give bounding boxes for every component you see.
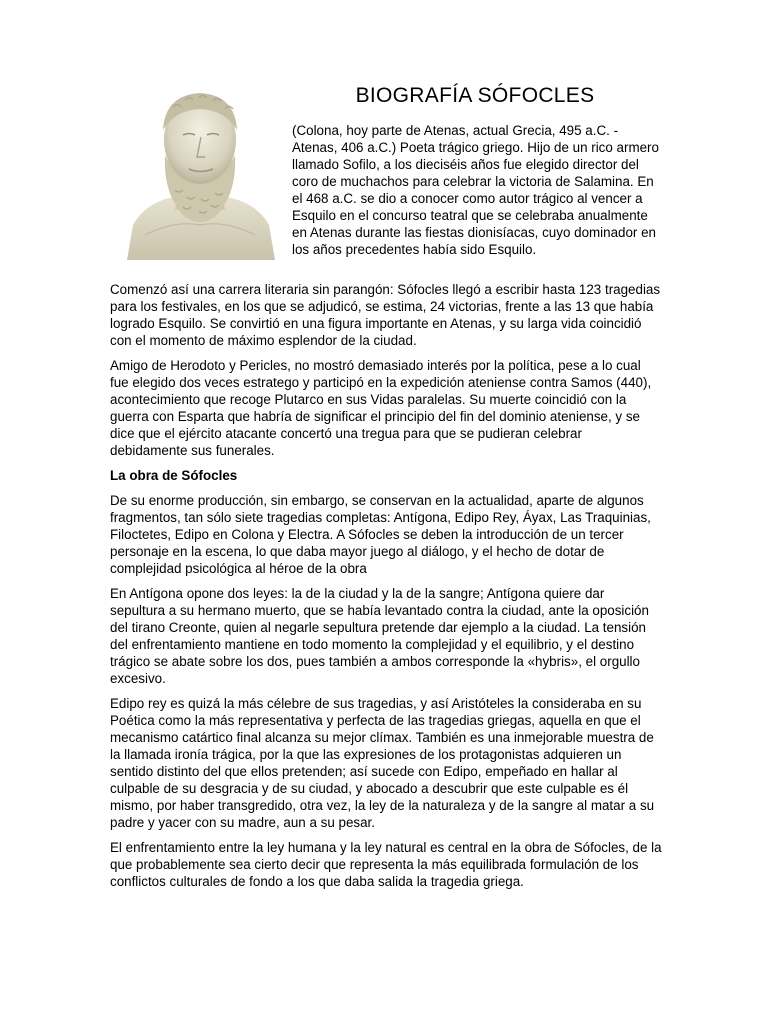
document-title: BIOGRAFÍA SÓFOCLES: [355, 84, 595, 107]
paragraph-career: Comenzó así una carrera literaria sin parangón: Sófocles llegó a escribir hasta 123 tragedias para los festivales, en los que se adjudicó, se estima, 24 victorias, frente a las 13 que había logrado Esquilo. Se convirtió en una figura importante en Atenas, y su larga vida coincidió con el momento de máximo esplendor de la ciudad.: [110, 282, 661, 348]
document-body: [110, 281, 662, 898]
sophocles-bust-image: [125, 85, 275, 260]
paragraph-production: De su enorme producción, sin embargo, se conservan en la actualidad, aparte de algunos fragmentos, tan sólo siete tragedias completas: Antígona, Edipo Rey, Áyax, Las Traquinias, Filoctetes, Edipo en Colona y Electra. A Sófocles se deben la introducción de un tercer personaje en la escena, lo que daba mayor juego al diálogo, y el hecho de dotar de complejidad psicológica al héroe de la obra: [110, 493, 651, 576]
paragraph-politics: Amigo de Herodoto y Pericles, no mostró demasiado interés por la política, pese a lo cual fue elegido dos veces estratego y participó en la expedición ateniense contra Samos (440), acontecimiento que recoge Plutarco en sus Vidas paralelas. Su muerte coincidió con la guerra con Esparta que habría de significar el principio del fin del dominio ateniense, y se dice que el ejército atacante concertó una tregua para que se pudieran celebrar debidamente sus funerales.: [110, 358, 652, 458]
marble-bust-icon: [125, 85, 275, 260]
paragraph-conclusion: El enfrentamiento entre la ley humana y la ley natural es central en la obra de Sófocles, de la que probablemente sea cierto decir que representa la más equilibrada formulación de los conflictos culturales de fondo a los que daba salida la tragedia griega.: [110, 840, 662, 889]
intro-paragraph: (Colona, hoy parte de Atenas, actual Grecia, 495 a.C. - Atenas, 406 a.C.) Poeta trágico griego. Hijo de un rico armero llamado Sofilo, a los dieciséis años fue elegido director del coro de muchachos para celebrar la victoria de Salamina. En el 468 a.C. se dio a conocer como autor trágico al vencer a Esquilo en el concurso teatral que se celebraba anualmente en Atenas durante las fiestas dionisíacas, cuyo dominador en los años precedentes había sido Esquilo.: [292, 123, 659, 257]
paragraph-edipo: Edipo rey es quizá la más célebre de sus tragedias, y así Aristóteles la consideraba en su Poética como la más representativa y perfecta de las tragedias griegas, aquella en que el mecanismo catártico final alcanza su mejor clímax. También es una inmejorable muestra de la llamada ironía trágica, por la que las expresiones de los protagonistas adquieren un sentido distinto del que ellos pretenden; así sucede con Edipo, empeñado en hallar al culpable de su desgracia y de su ciudad, y abocado a descubrir que este culpable es él mismo, por haber transgredido, otra vez, la ley de la naturaleza y de la sangre al matar a su padre y yacer con su madre, aun a su pesar.: [110, 696, 655, 830]
section-heading-obra: La obra de Sófocles: [110, 468, 238, 483]
paragraph-antigona: En Antígona opone dos leyes: la de la ciudad y la de la sangre; Antígona quiere dar sepultura a su hermano muerto, que se había levantado contra la ciudad, ante la oposición del tirano Creonte, quien al negarle sepultura pretende dar ejemplo a la ciudad. La tensión del enfrentamiento mantiene en todo momento la complejidad y el equilibrio, y el destino trágico se abate sobre los dos, pues también a ambos corresponde la «hybris», el orgullo excesivo.: [110, 586, 649, 686]
